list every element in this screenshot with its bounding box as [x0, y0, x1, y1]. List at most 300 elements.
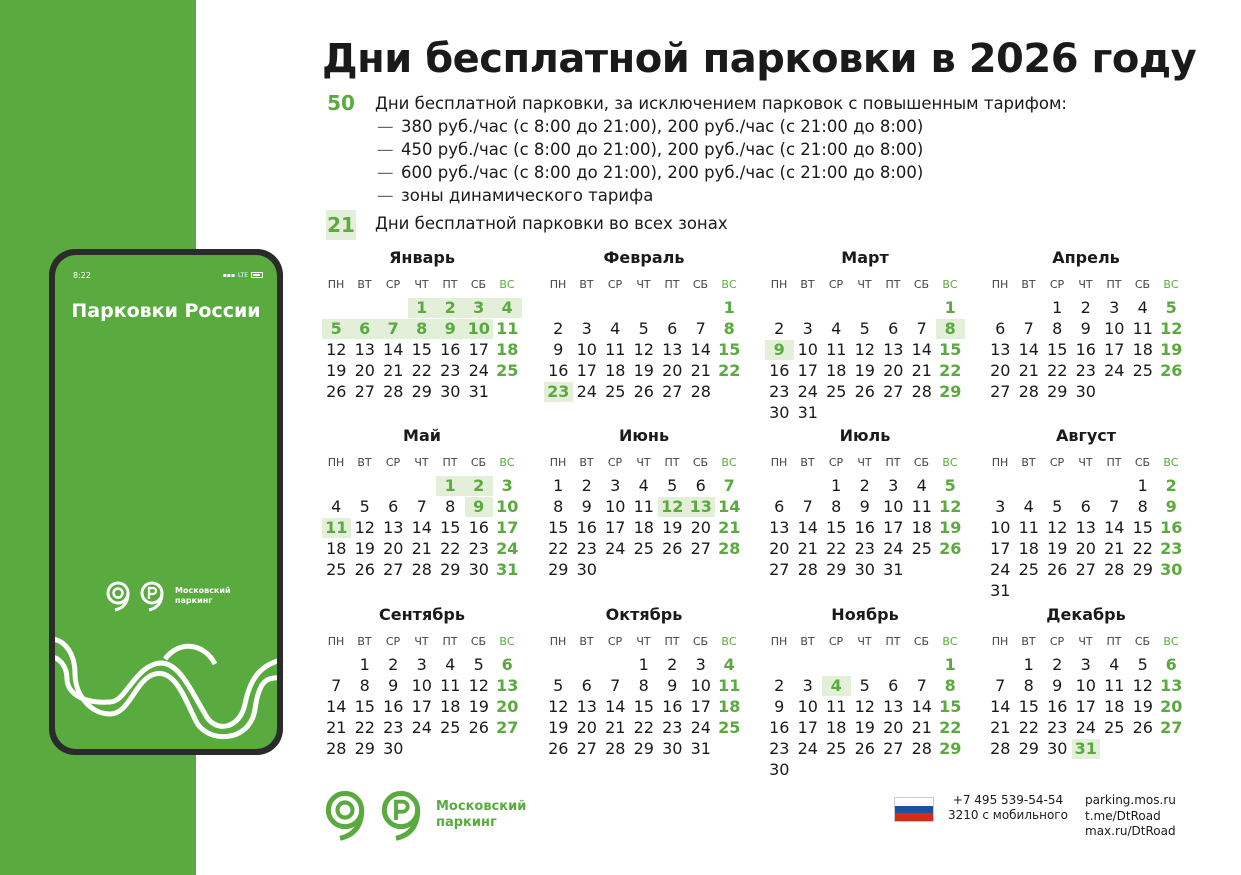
calendar-day: 4 — [1109, 655, 1120, 674]
calendar-day: 14 — [605, 697, 626, 716]
weekday-label: ЧТ — [857, 456, 872, 469]
calendar-day: 14 — [911, 340, 932, 359]
weekday-label: ПН — [770, 635, 788, 648]
calendar-day: 21 — [605, 718, 626, 737]
calendar-day: 7 — [916, 676, 927, 695]
calendar-day: 21 — [911, 361, 932, 380]
calendar-day: 15 — [633, 697, 654, 716]
calendar-day: 4 — [1023, 497, 1034, 516]
weekday-header — [765, 456, 965, 476]
calendar-day: 3 — [501, 476, 513, 495]
calendar-day: 17 — [1075, 697, 1096, 716]
calendar-day: 27 — [990, 382, 1011, 401]
calendar-day: 10 — [797, 340, 818, 359]
calendar-day: 1 — [1052, 298, 1063, 317]
calendar-day: 29 — [440, 560, 461, 579]
weekday-label: ЧТ — [414, 456, 429, 469]
calendar-day: 24 — [690, 718, 711, 737]
calendar-day: 7 — [723, 476, 735, 495]
calendar-day: 16 — [769, 361, 790, 380]
calendar-day: 21 — [1018, 361, 1039, 380]
calendar-day: 27 — [496, 718, 519, 737]
weekday-label: ВТ — [800, 456, 815, 469]
calendar-day: 10 — [465, 319, 494, 339]
calendar-day: 10 — [883, 497, 904, 516]
calendar-day: 3 — [695, 655, 706, 674]
calendar-day: 21 — [911, 718, 932, 737]
calendar-day: 8 — [408, 319, 437, 339]
calendar-day: 29 — [939, 739, 962, 758]
calendar-day: 22 — [440, 539, 461, 558]
calendar-day: 22 — [633, 718, 654, 737]
calendar-day: 6 — [888, 676, 899, 695]
calendar-day: 16 — [440, 340, 461, 359]
calendar-day: 2 — [388, 655, 399, 674]
calendar-day: 23 — [1075, 361, 1096, 380]
calendar-day: 15 — [548, 518, 569, 537]
calendar-day: 16 — [576, 518, 597, 537]
calendar-day: 21 — [326, 718, 347, 737]
calendar-day: 13 — [576, 697, 597, 716]
calendar-day: 31 — [883, 560, 904, 579]
weekday-label: ПН — [991, 278, 1009, 291]
calendar-day: 31 — [990, 581, 1011, 600]
calendar-day: 6 — [501, 655, 513, 674]
calendar-day: 30 — [769, 403, 790, 422]
calendar-day: 23 — [769, 382, 790, 401]
calendar-day: 10 — [576, 340, 597, 359]
calendar-day: 2 — [465, 476, 494, 496]
calendar-day: 11 — [1104, 676, 1125, 695]
calendar-day: 13 — [496, 676, 519, 695]
calendar-day: 5 — [322, 319, 351, 339]
link-telegram[interactable]: t.me/DtRoad — [1085, 808, 1161, 823]
calendar-day: 1 — [944, 655, 956, 674]
phone-time: 8:22 — [73, 270, 91, 280]
calendar-day: 6 — [774, 497, 785, 516]
weekday-label: ВТ — [1021, 278, 1036, 291]
calendar-day: 2 — [1052, 655, 1063, 674]
weekday-label: СР — [607, 635, 623, 648]
calendar-day: 20 — [769, 539, 790, 558]
nine-logo-icon — [103, 580, 133, 612]
calendar-day: 6 — [351, 319, 380, 339]
weekday-label: ВТ — [800, 635, 815, 648]
days-grid — [544, 476, 744, 602]
days-grid — [765, 476, 965, 602]
days-grid — [322, 476, 522, 602]
weekday-label: СР — [1049, 635, 1065, 648]
contacts — [948, 793, 1068, 823]
calendar-day: 4 — [822, 676, 851, 696]
calendar-day: 25 — [326, 560, 347, 579]
calendar-day: 21 — [1104, 539, 1125, 558]
weekday-label: ВС — [721, 278, 737, 291]
calendar-day: 18 — [1104, 697, 1125, 716]
calendar-day: 7 — [1023, 319, 1034, 338]
calendar-day: 20 — [662, 361, 683, 380]
calendar-day: 14 — [911, 697, 932, 716]
calendar-day: 18 — [496, 340, 519, 359]
page-title: Дни бесплатной парковки в 2026 году — [322, 36, 1197, 82]
weekday-label: ВС — [721, 456, 737, 469]
month-name: Май — [403, 426, 441, 445]
calendar-day: 1 — [638, 655, 649, 674]
days-grid — [986, 298, 1186, 424]
calendar-day: 2 — [774, 676, 785, 695]
calendar-day: 30 — [440, 382, 461, 401]
legend-dash: — — [377, 163, 394, 182]
calendar-day: 1 — [723, 298, 735, 317]
calendar-day: 4 — [916, 476, 927, 495]
calendar-day: 27 — [1075, 560, 1096, 579]
calendar-day: 9 — [581, 497, 592, 516]
calendar-day: 14 — [797, 518, 818, 537]
calendar-day: 13 — [354, 340, 375, 359]
calendar-day: 16 — [548, 361, 569, 380]
calendar-day: 17 — [576, 361, 597, 380]
calendar-day: 24 — [990, 560, 1011, 579]
month-name: Февраль — [603, 248, 685, 267]
calendar-day: 28 — [911, 739, 932, 758]
legend-text-all: Дни бесплатной парковки во всех зонах — [375, 214, 728, 233]
calendar-day: 28 — [1018, 382, 1039, 401]
weekday-label: СР — [607, 278, 623, 291]
weekday-label: ВС — [1163, 635, 1179, 648]
calendar-day: 21 — [797, 539, 818, 558]
calendar-day: 29 — [826, 560, 847, 579]
calendar-day: 25 — [496, 361, 519, 380]
calendar-day: 23 — [854, 539, 875, 558]
calendar-day: 25 — [718, 718, 741, 737]
phone-number[interactable]: +7 495 539-54-54 — [952, 793, 1064, 807]
month-name: Август — [1055, 426, 1117, 445]
calendar-day: 6 — [1165, 655, 1177, 674]
footer-logo-line1: Московский — [436, 799, 527, 814]
calendar-day: 14 — [990, 697, 1011, 716]
calendar-day: 28 — [797, 560, 818, 579]
days-grid — [322, 298, 522, 424]
calendar-day: 3 — [610, 476, 621, 495]
calendar-day: 15 — [411, 340, 432, 359]
weekday-label: ПТ — [442, 456, 458, 469]
calendar-day: 26 — [1047, 560, 1068, 579]
weekday-label: ЧТ — [1078, 278, 1093, 291]
calendar-day: 19 — [854, 718, 875, 737]
calendar-day: 17 — [990, 539, 1011, 558]
month-name: Ноябрь — [831, 605, 899, 624]
weekday-label: ПН — [327, 635, 345, 648]
battery-icon — [251, 272, 263, 278]
calendar-day: 29 — [939, 382, 962, 401]
calendar-day: 11 — [1132, 319, 1153, 338]
weekday-label: ВТ — [579, 635, 594, 648]
calendar-day: 28 — [690, 382, 711, 401]
month-block — [986, 603, 1186, 781]
calendar-day: 30 — [769, 760, 790, 779]
calendar-day: 21 — [690, 361, 711, 380]
calendar-day: 18 — [826, 361, 847, 380]
calendar-day: 30 — [383, 739, 404, 758]
calendar-day: 30 — [1160, 560, 1183, 579]
weekday-label: ПН — [327, 278, 345, 291]
link-website[interactable]: parking.mos.ru — [1085, 793, 1176, 807]
calendar-day: 18 — [1132, 340, 1153, 359]
calendar-day: 8 — [936, 319, 965, 339]
link-max[interactable]: max.ru/DtRoad — [1085, 824, 1176, 838]
weekday-label: ПН — [770, 278, 788, 291]
weekday-header — [544, 456, 744, 476]
calendar-day: 9 — [1165, 497, 1177, 516]
calendar-day: 13 — [687, 497, 716, 517]
weekday-label: СБ — [913, 635, 930, 648]
calendar-day: 15 — [826, 518, 847, 537]
weekday-label: ПН — [770, 456, 788, 469]
calendar-day: 8 — [553, 497, 564, 516]
weekday-label: ВТ — [579, 456, 594, 469]
calendar-day: 19 — [854, 361, 875, 380]
weekday-label: ЧТ — [1078, 635, 1093, 648]
calendar-day: 13 — [383, 518, 404, 537]
legend-item-text: 450 руб./час (с 8:00 до 21:00), 200 руб./час (с 21:00 до 8:00) — [401, 140, 924, 159]
calendar-day: 9 — [765, 340, 794, 360]
calendar-day: 5 — [553, 676, 564, 695]
calendar-day: 7 — [695, 319, 706, 338]
calendar-day: 22 — [718, 361, 741, 380]
calendar-day: 10 — [411, 676, 432, 695]
calendar-day: 29 — [548, 560, 569, 579]
weekday-label: СБ — [913, 278, 930, 291]
calendar-day: 20 — [990, 361, 1011, 380]
footer-logo-line2: паркинг — [436, 815, 497, 830]
calendar-day: 19 — [468, 697, 489, 716]
calendar-day: 20 — [576, 718, 597, 737]
calendar-day: 23 — [662, 718, 683, 737]
calendar-day: 9 — [465, 497, 494, 517]
calendar-day: 30 — [662, 739, 683, 758]
calendar-day: 11 — [496, 319, 519, 338]
legend-dash: — — [377, 140, 394, 159]
weekday-label: ВС — [499, 635, 515, 648]
calendar-day: 9 — [388, 676, 399, 695]
calendar-day: 8 — [1052, 319, 1063, 338]
weekday-label: ПН — [549, 635, 567, 648]
weekday-header — [544, 635, 744, 655]
calendar-day: 18 — [605, 361, 626, 380]
flag-stripe-red — [895, 813, 933, 821]
weekday-label: СБ — [1134, 635, 1151, 648]
calendar-day: 15 — [440, 518, 461, 537]
weekday-label: ЧТ — [857, 635, 872, 648]
calendar-day: 4 — [610, 319, 621, 338]
calendar-day: 28 — [990, 739, 1011, 758]
calendar-day: 26 — [633, 382, 654, 401]
calendar-day: 1 — [553, 476, 564, 495]
weekday-label: СР — [828, 456, 844, 469]
calendar-day: 28 — [411, 560, 432, 579]
calendar-day: 9 — [1080, 319, 1091, 338]
calendar-day: 6 — [388, 497, 399, 516]
calendar-day: 17 — [411, 697, 432, 716]
calendar-day: 1 — [1137, 476, 1148, 495]
calendar-day: 15 — [1132, 518, 1153, 537]
calendar-day: 27 — [690, 539, 711, 558]
calendar-day: 22 — [939, 361, 962, 380]
calendar-day: 6 — [995, 319, 1006, 338]
weekday-label: ПТ — [885, 278, 901, 291]
weekday-label: ПН — [991, 456, 1009, 469]
month-block — [544, 603, 744, 781]
days-grid — [544, 298, 744, 424]
weekday-label: ПТ — [664, 278, 680, 291]
calendar-day: 19 — [1132, 697, 1153, 716]
calendar-day: 10 — [496, 497, 519, 516]
calendar-day: 9 — [1052, 676, 1063, 695]
calendar-day: 23 — [468, 539, 489, 558]
calendar-day: 19 — [939, 518, 962, 537]
calendar-day: 15 — [354, 697, 375, 716]
days-grid — [544, 655, 744, 781]
calendar-day: 21 — [411, 539, 432, 558]
calendar-day: 12 — [658, 497, 687, 517]
weekday-label: ПТ — [1106, 635, 1122, 648]
calendar-day: 6 — [888, 319, 899, 338]
calendar-day: 20 — [496, 697, 519, 716]
weekday-label: ВС — [1163, 278, 1179, 291]
calendar-day: 4 — [493, 298, 522, 318]
calendar-day: 25 — [1132, 361, 1153, 380]
calendar-day: 25 — [1104, 718, 1125, 737]
phone-status-bar — [73, 269, 263, 281]
calendar-day: 3 — [888, 476, 899, 495]
calendar-day: 1 — [944, 298, 956, 317]
weekday-label: СР — [385, 278, 401, 291]
weekday-header — [986, 278, 1186, 298]
calendar-day: 24 — [411, 718, 432, 737]
weekday-label: СБ — [470, 278, 487, 291]
weekday-label: ЧТ — [636, 278, 651, 291]
calendar-day: 12 — [633, 340, 654, 359]
calendar-day: 15 — [939, 340, 962, 359]
parking-logo-icon — [376, 787, 426, 843]
calendar-day: 10 — [1075, 676, 1096, 695]
calendar-day: 2 — [436, 298, 465, 318]
weekday-label: СБ — [692, 635, 709, 648]
calendar-day: 20 — [883, 718, 904, 737]
calendar-day: 5 — [859, 676, 870, 695]
calendar-day: 16 — [1075, 340, 1096, 359]
network-label: LTE — [238, 271, 248, 279]
calendar-day: 26 — [854, 739, 875, 758]
weekday-label: СБ — [913, 456, 930, 469]
calendar-day: 19 — [354, 539, 375, 558]
footer-logo — [320, 787, 526, 843]
weekday-label: ВТ — [357, 278, 372, 291]
legend-count-all: 21 — [326, 210, 356, 240]
calendar-day: 11 — [1018, 518, 1039, 537]
calendar-day: 12 — [1132, 676, 1153, 695]
calendar-day: 19 — [1160, 340, 1183, 359]
calendar-day: 14 — [718, 497, 741, 516]
calendar-day: 22 — [939, 718, 962, 737]
calendar-day: 28 — [718, 539, 741, 558]
calendar-day: 10 — [690, 676, 711, 695]
russia-flag-icon — [894, 797, 934, 822]
calendar-day: 26 — [1132, 718, 1153, 737]
calendar-day: 29 — [1047, 382, 1068, 401]
calendar-day: 15 — [718, 340, 741, 359]
calendar-day: 16 — [468, 518, 489, 537]
calendar-day: 16 — [769, 718, 790, 737]
weekday-label: ВС — [499, 456, 515, 469]
weekday-label: ВС — [1163, 456, 1179, 469]
calendar-day: 18 — [826, 718, 847, 737]
weekday-label: ПТ — [1106, 278, 1122, 291]
calendar-day: 31 — [496, 560, 519, 579]
calendar-day: 9 — [667, 676, 678, 695]
calendar-day: 5 — [1052, 497, 1063, 516]
legend-dash: — — [377, 117, 394, 136]
calendar-day: 5 — [859, 319, 870, 338]
weekday-header — [544, 278, 744, 298]
calendar-day: 14 — [383, 340, 404, 359]
month-block — [986, 424, 1186, 602]
weekday-label: ПН — [327, 456, 345, 469]
calendar-day: 30 — [1047, 739, 1068, 758]
calendar-day: 6 — [581, 676, 592, 695]
month-name: Март — [841, 248, 889, 267]
weekday-label: ВС — [499, 278, 515, 291]
calendar-day: 19 — [1047, 539, 1068, 558]
calendar-day: 26 — [1160, 361, 1183, 380]
calendar-day: 8 — [723, 319, 735, 338]
calendar-day: 26 — [326, 382, 347, 401]
calendar-day: 5 — [944, 476, 956, 495]
calendar-day: 21 — [383, 361, 404, 380]
short-number: 3210 с мобильного — [948, 808, 1068, 822]
calendar-day: 27 — [383, 560, 404, 579]
calendar-day: 1 — [436, 476, 465, 496]
calendar-day: 4 — [1137, 298, 1148, 317]
calendar-day: 22 — [411, 361, 432, 380]
days-grid — [765, 655, 965, 781]
month-name: Декабрь — [1046, 605, 1126, 624]
calendar-day: 12 — [354, 518, 375, 537]
calendar-day: 15 — [939, 697, 962, 716]
calendar-day: 12 — [854, 697, 875, 716]
calendar-day: 20 — [690, 518, 711, 537]
calendar-day: 27 — [576, 739, 597, 758]
calendar-day: 1 — [1023, 655, 1034, 674]
calendar-day: 26 — [662, 539, 683, 558]
calendar-day: 22 — [548, 539, 569, 558]
calendar-day: 26 — [854, 382, 875, 401]
calendar-day: 12 — [468, 676, 489, 695]
calendar-day: 2 — [859, 476, 870, 495]
calendar-day: 9 — [774, 697, 785, 716]
weekday-label: ПН — [991, 635, 1009, 648]
weekday-label: ПТ — [1106, 456, 1122, 469]
calendar-day: 5 — [473, 655, 484, 674]
weekday-header — [765, 635, 965, 655]
weekday-label: СБ — [1134, 278, 1151, 291]
weekday-label: СБ — [692, 278, 709, 291]
calendar-day: 15 — [1018, 697, 1039, 716]
legend-dash: — — [377, 186, 394, 205]
calendar-day: 23 — [576, 539, 597, 558]
calendar-day: 8 — [831, 497, 842, 516]
calendar-day: 29 — [1132, 560, 1153, 579]
